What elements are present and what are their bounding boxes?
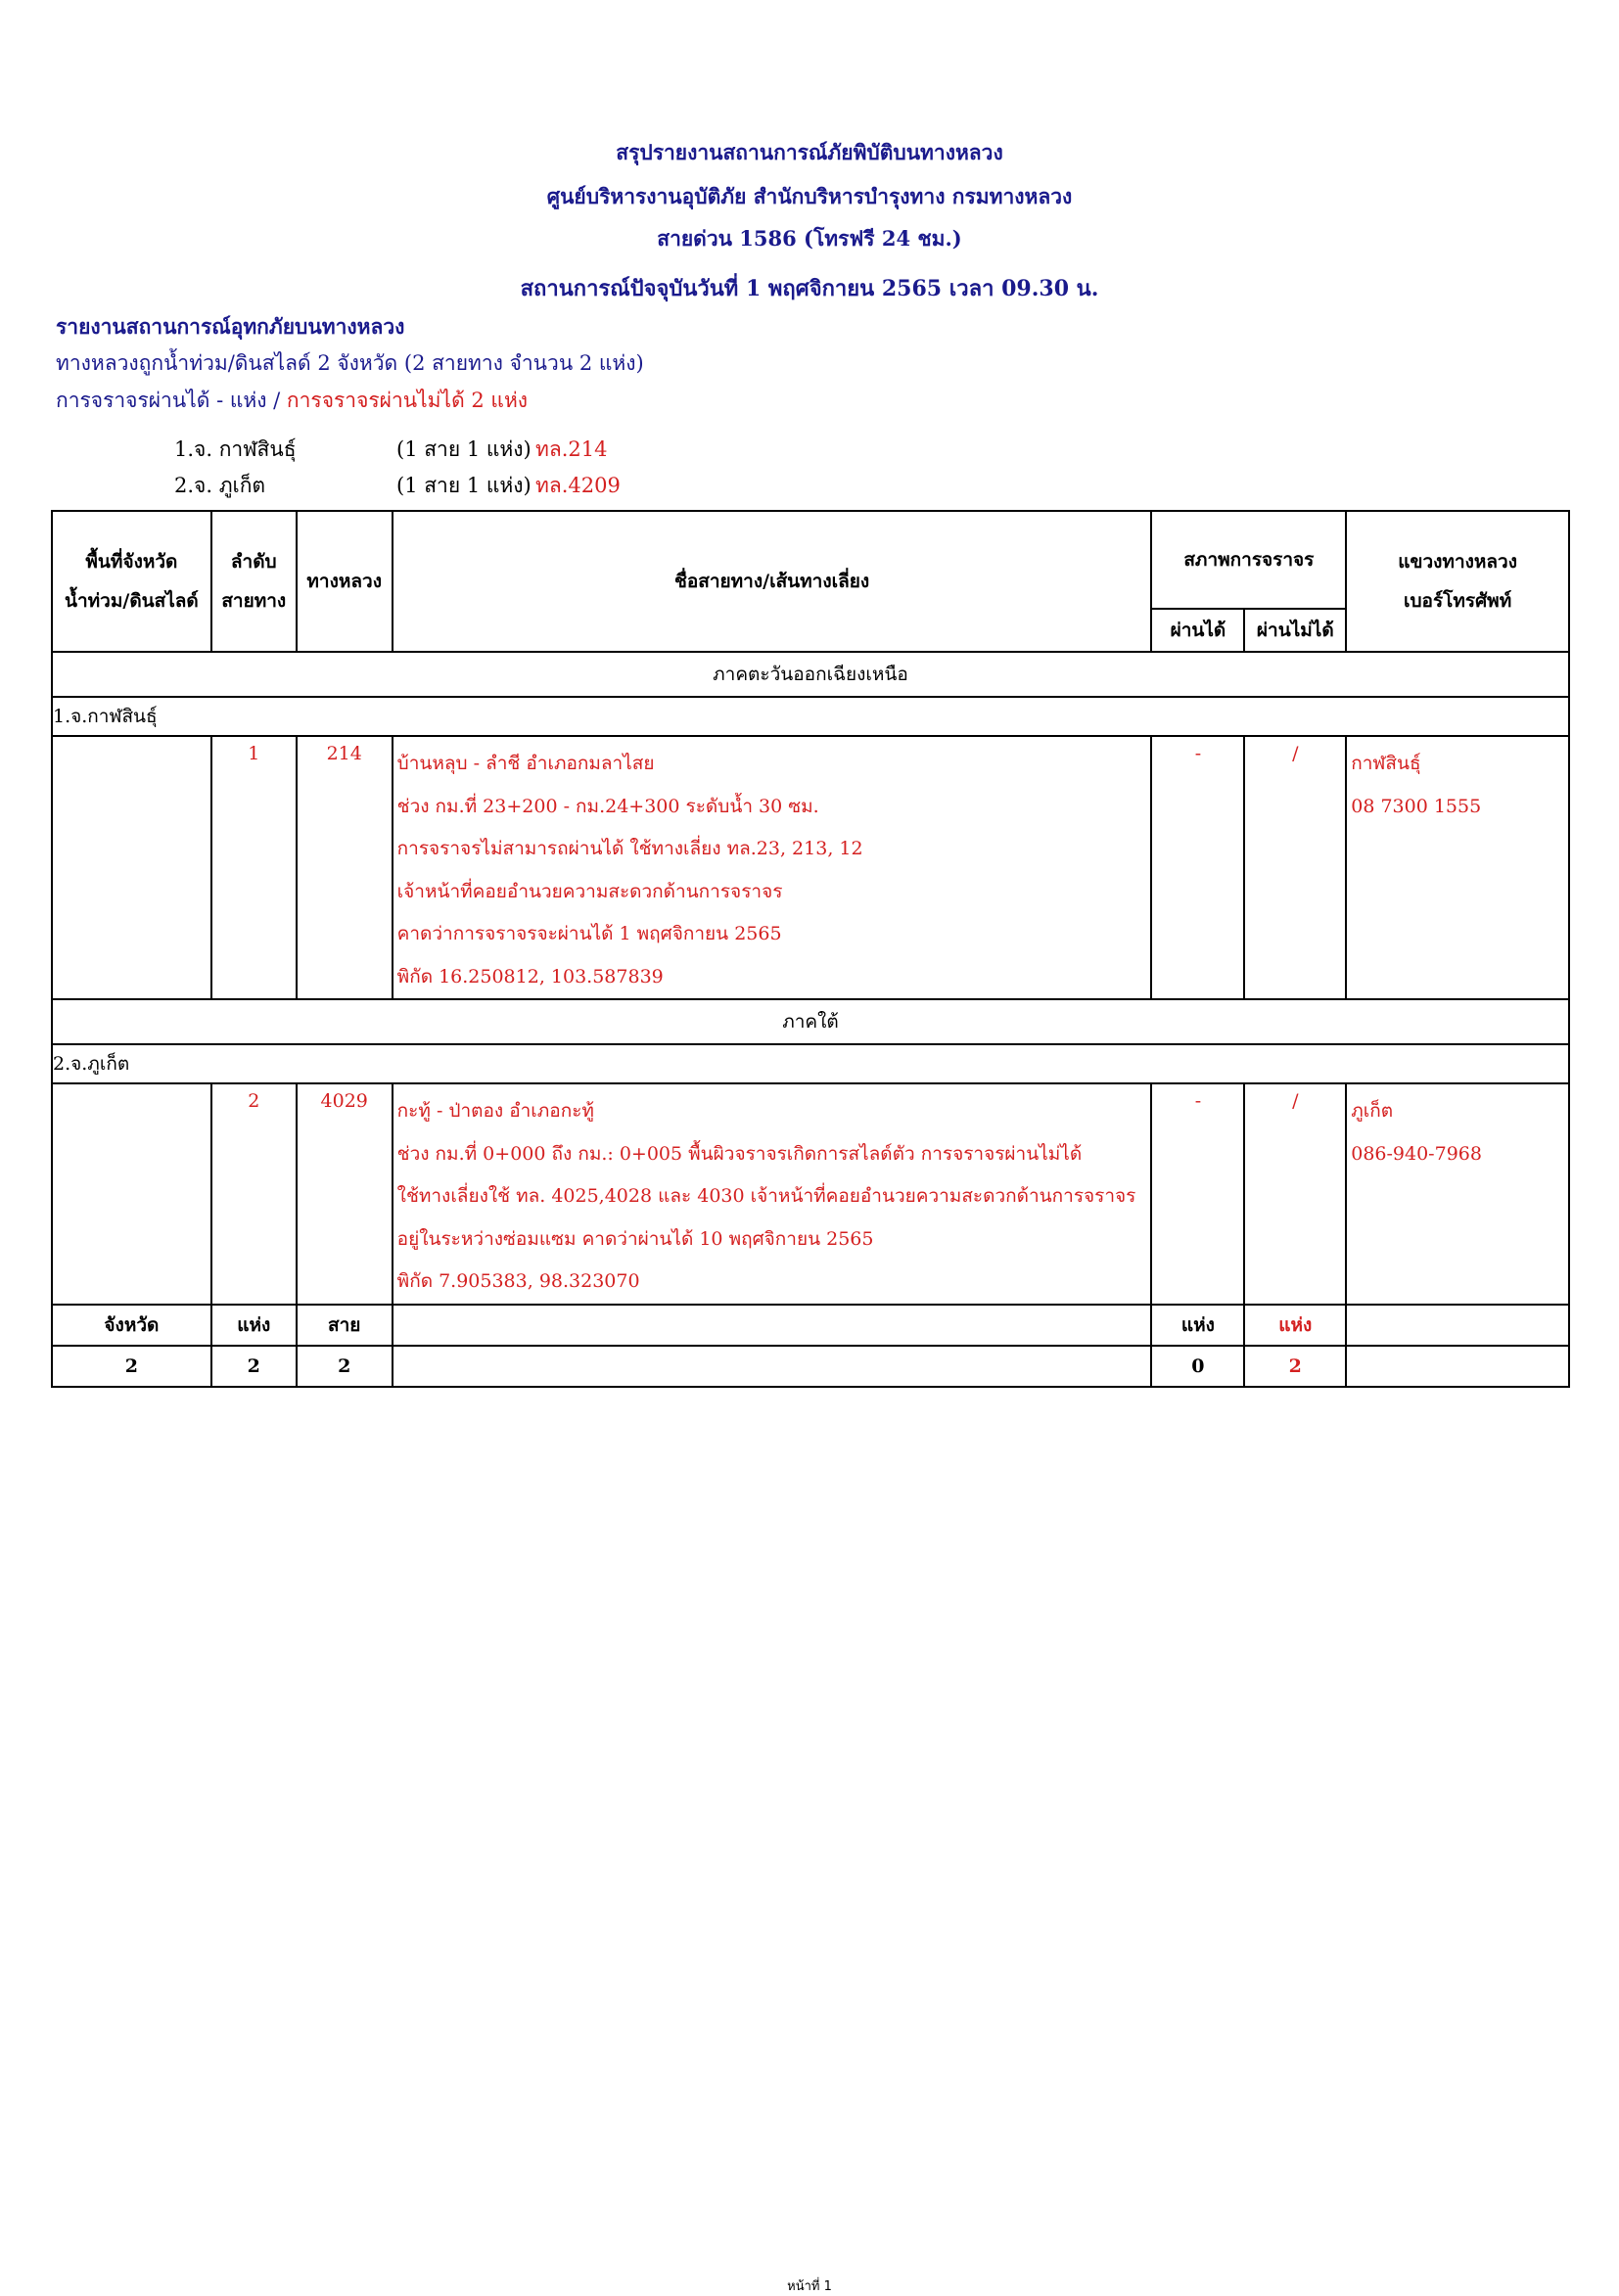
summary-value-sites: 2 <box>211 1346 297 1387</box>
intro-summary: ทางหลวงถูกน้ำท่วม/ดินสไลด์ 2 จังหวัด (2 สายทาง จำนวน 2 แห่ง) <box>56 351 644 375</box>
entry-details: บ้านหลุบ - ลำชี อำเภอกมลาไสย ช่วง กม.ที่ 23+200 - กม.24+300 ระดับน้ำ 30 ซม. การจราจรไม่สามารถผ่านได้ ใช้ทางเลี่ยง ทล.23, 213, 12 เจ้าหน้าที่คอยอำนวยความสะดวกด้านการจราจร คาดว่าการจราจรจะผ่านได้ 1 พฤศจิกายน 2565 พิกัด 16.250812, 103.587839 <box>393 736 1152 999</box>
region-name: ภาคตะวันออกเฉียงเหนือ <box>52 652 1569 697</box>
region-name: ภาคใต้ <box>52 999 1569 1044</box>
header-highway: ทางหลวง <box>297 511 393 652</box>
intro-title: รายงานสถานการณ์อุทกภัยบนทางหลวง <box>56 314 405 339</box>
summary-value-province: 2 <box>52 1346 211 1387</box>
header-order: ลำดับ สายทาง <box>211 511 297 652</box>
province-label: 1.จ.กาฬสินธุ์ <box>52 697 1569 736</box>
header-nopass: ผ่านไม่ได้ <box>1244 609 1346 652</box>
nopass-text: การจราจรผ่านไม่ได้ 2 แห่ง <box>286 389 529 412</box>
table-row <box>52 736 1569 999</box>
header-pass: ผ่านได้ <box>1151 609 1244 652</box>
report-agency: ศูนย์บริหารงานอุบัติภัย สำนักบริหารบำรุงทาง กรมทางหลวง <box>546 184 1073 208</box>
summary-label-row <box>52 1305 1569 1346</box>
province-road: ทล.214 <box>535 437 608 461</box>
table-row <box>52 1083 1569 1305</box>
summary-label-pass: แห่ง <box>1151 1305 1244 1346</box>
province-row <box>52 697 1569 736</box>
province-count: (1 สาย 1 แห่ง) <box>396 474 532 497</box>
entry-order: 1 <box>211 736 297 999</box>
summary-value-routes: 2 <box>297 1346 393 1387</box>
header-route: ชื่อสายทาง/เส้นทางเลี่ยง <box>393 511 1152 652</box>
entry-nopass: / <box>1244 1083 1346 1305</box>
province-name: 1.จ. กาฬสินธุ์ <box>174 437 297 461</box>
entry-pass: - <box>1151 736 1244 999</box>
report-title: สรุปรายงานสถานการณ์ภัยพิบัติบนทางหลวง <box>616 140 1003 164</box>
region-row <box>52 652 1569 697</box>
region-row <box>52 999 1569 1044</box>
province-row <box>52 1044 1569 1083</box>
summary-label-sites: แห่ง <box>211 1305 297 1346</box>
entry-highway: 4029 <box>297 1083 393 1305</box>
entry-details: กะทู้ - ป่าตอง อำเภอกะทู้ ช่วง กม.ที่ 0+000 ถึง กม.: 0+005 พื้นผิวจราจรเกิดการสไลด์ตัว การจราจรผ่านไม่ได้ ใช้ทางเลี่ยงใช้ ทล. 4025,4028 และ 4030 เจ้าหน้าที่คอยอำนวยความสะดวกด้านการจราจร อยู่ในระหว่างซ่อมแซม คาดว่าผ่านได้ 10 พฤศจิกายน 2565 พิกัด 7.905383, 98.323070 <box>393 1083 1152 1305</box>
summary-value-row <box>52 1346 1569 1387</box>
report-hotline: สายด่วน 1586 (โทรฟรี 24 ชม.) <box>657 226 962 251</box>
intro-traffic-status <box>56 385 528 417</box>
summary-label-nopass: แห่ง <box>1244 1305 1346 1346</box>
page-number: หน้าที่ 1 <box>787 2279 832 2294</box>
entry-office: กาฬสินธุ์ 08 7300 1555 <box>1346 736 1569 999</box>
summary-label-routes: สาย <box>297 1305 393 1346</box>
province-name: 2.จ. ภูเก็ต <box>174 474 266 497</box>
header-status: สภาพการจราจร <box>1151 511 1346 609</box>
entry-highway: 214 <box>297 736 393 999</box>
entry-office: ภูเก็ต 086-940-7968 <box>1346 1083 1569 1305</box>
province-count: (1 สาย 1 แห่ง) <box>396 437 532 461</box>
province-label: 2.จ.ภูเก็ต <box>52 1044 1569 1083</box>
entry-order: 2 <box>211 1083 297 1305</box>
header-area: พื้นที่จังหวัด น้ำท่วม/ดินสไลด์ <box>52 511 211 652</box>
summary-value-nopass: 2 <box>1244 1346 1346 1387</box>
header-office: แขวงทางหลวง เบอร์โทรศัพท์ <box>1346 511 1569 652</box>
entry-nopass: / <box>1244 736 1346 999</box>
summary-label-province: จังหวัด <box>52 1305 211 1346</box>
entry-pass: - <box>1151 1083 1244 1305</box>
incident-table <box>51 510 1570 1388</box>
pass-text: การจราจรผ่านได้ - แห่ง / <box>56 389 287 412</box>
province-road: ทล.4209 <box>535 474 621 497</box>
report-datetime: สถานการณ์ปัจจุบันวันที่ 1 พฤศจิกายน 2565 เวลา 09.30 น. <box>520 276 1099 301</box>
summary-value-pass: 0 <box>1151 1346 1244 1387</box>
